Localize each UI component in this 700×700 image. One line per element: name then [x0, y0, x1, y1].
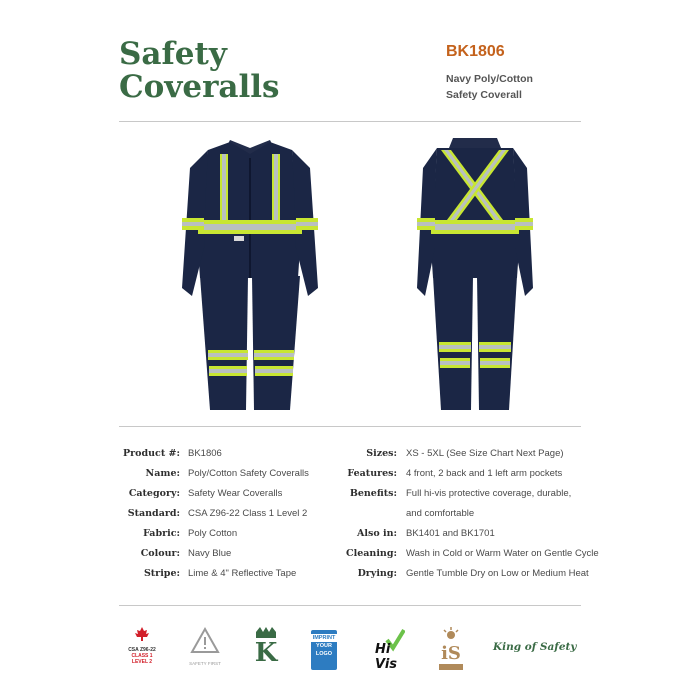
spec-label: Drying: — [357, 568, 397, 579]
spec-value: Poly Cotton — [188, 528, 238, 539]
warning-triangle-icon — [189, 626, 221, 656]
spec-label: Features: — [347, 468, 397, 479]
csa-level-text: LEVEL 2 — [131, 659, 153, 665]
spec-row — [0, 468, 700, 482]
divider-bottom — [119, 605, 581, 606]
imprint-text-1: IMPRINT — [312, 635, 336, 641]
title-line-1: Safety — [119, 36, 227, 72]
spec-value: Lime & 4" Reflective Tape — [188, 568, 297, 579]
imprint-logo-badge — [311, 630, 337, 670]
spec-value: Full hi-vis protective coverage, durable, — [406, 488, 572, 499]
spec-label: Category: — [128, 488, 180, 499]
spec-row — [0, 488, 700, 502]
sun-icon — [435, 627, 467, 639]
imprint-text-3: LOGO — [315, 651, 333, 657]
spec-label: Colour: — [140, 548, 180, 559]
spec-value: Navy Blue — [188, 548, 232, 559]
king-of-safety-text: King of Safety — [493, 641, 577, 653]
divider-top — [119, 121, 581, 122]
imprint-text-2: YOUR — [316, 643, 332, 649]
page-title — [119, 38, 280, 104]
is-base — [439, 664, 463, 670]
product-code: BK1806 — [446, 43, 505, 60]
title-line-2: Coveralls — [119, 69, 280, 105]
csa-class1-logo — [125, 626, 159, 670]
spec-value: Wash in Cold or Warm Water on Gentle Cycle — [406, 548, 599, 559]
subtitle-line-2: Safety Coverall — [446, 89, 522, 101]
k-letter: K — [254, 638, 278, 668]
spec-value: Poly/Cotton Safety Coveralls — [188, 468, 309, 479]
spec-value: Safety Wear Coveralls — [188, 488, 283, 499]
spec-label: Stripe: — [143, 568, 180, 579]
subtitle-line-1: Navy Poly/Cotton — [446, 73, 533, 85]
csa-standard-text: CSA Z96-22 — [128, 647, 156, 653]
spec-value: XS - 5XL (See Size Chart Next Page) — [406, 448, 564, 459]
spec-value: BK1806 — [188, 448, 222, 459]
spec-label: Cleaning: — [346, 548, 397, 559]
spec-label: Standard: — [127, 508, 180, 519]
csa-class-text: CLASS 1 — [131, 653, 153, 659]
spec-value: Gentle Tumble Dry on Low or Medium Heat — [406, 568, 589, 579]
spec-value: and comfortable — [406, 508, 475, 519]
k-crown-logo — [251, 626, 281, 670]
spec-row — [0, 568, 700, 582]
spec-value: CSA Z96-22 Class 1 Level 2 — [188, 508, 308, 519]
spec-row — [0, 508, 700, 522]
spec-label: Sizes: — [366, 448, 397, 459]
safety-first-text: SAFETY FIRST — [189, 661, 221, 666]
is-text: iS — [441, 643, 461, 664]
spec-label: Fabric: — [143, 528, 180, 539]
safety-first-logo — [189, 626, 221, 670]
maple-leaf-icon — [125, 626, 159, 642]
spec-label: Name: — [145, 468, 180, 479]
coverall-front-image — [160, 128, 340, 418]
spec-value: 4 front, 2 back and 1 left arm pockets — [406, 468, 563, 479]
product-subtitle — [446, 71, 533, 103]
spec-value: BK1401 and BK1701 — [406, 528, 495, 539]
spec-label: Product #: — [123, 448, 180, 459]
is-logo — [435, 626, 467, 670]
spec-label: Benefits: — [349, 488, 397, 499]
divider-middle — [119, 426, 581, 427]
coverall-back-image — [405, 128, 545, 418]
spec-row — [0, 548, 700, 562]
spec-row — [0, 528, 700, 542]
hi-vis-text: Hi Vis — [375, 642, 398, 672]
hi-vis-logo — [373, 626, 405, 670]
spec-row — [0, 448, 700, 462]
spec-label: Also in: — [357, 528, 397, 539]
